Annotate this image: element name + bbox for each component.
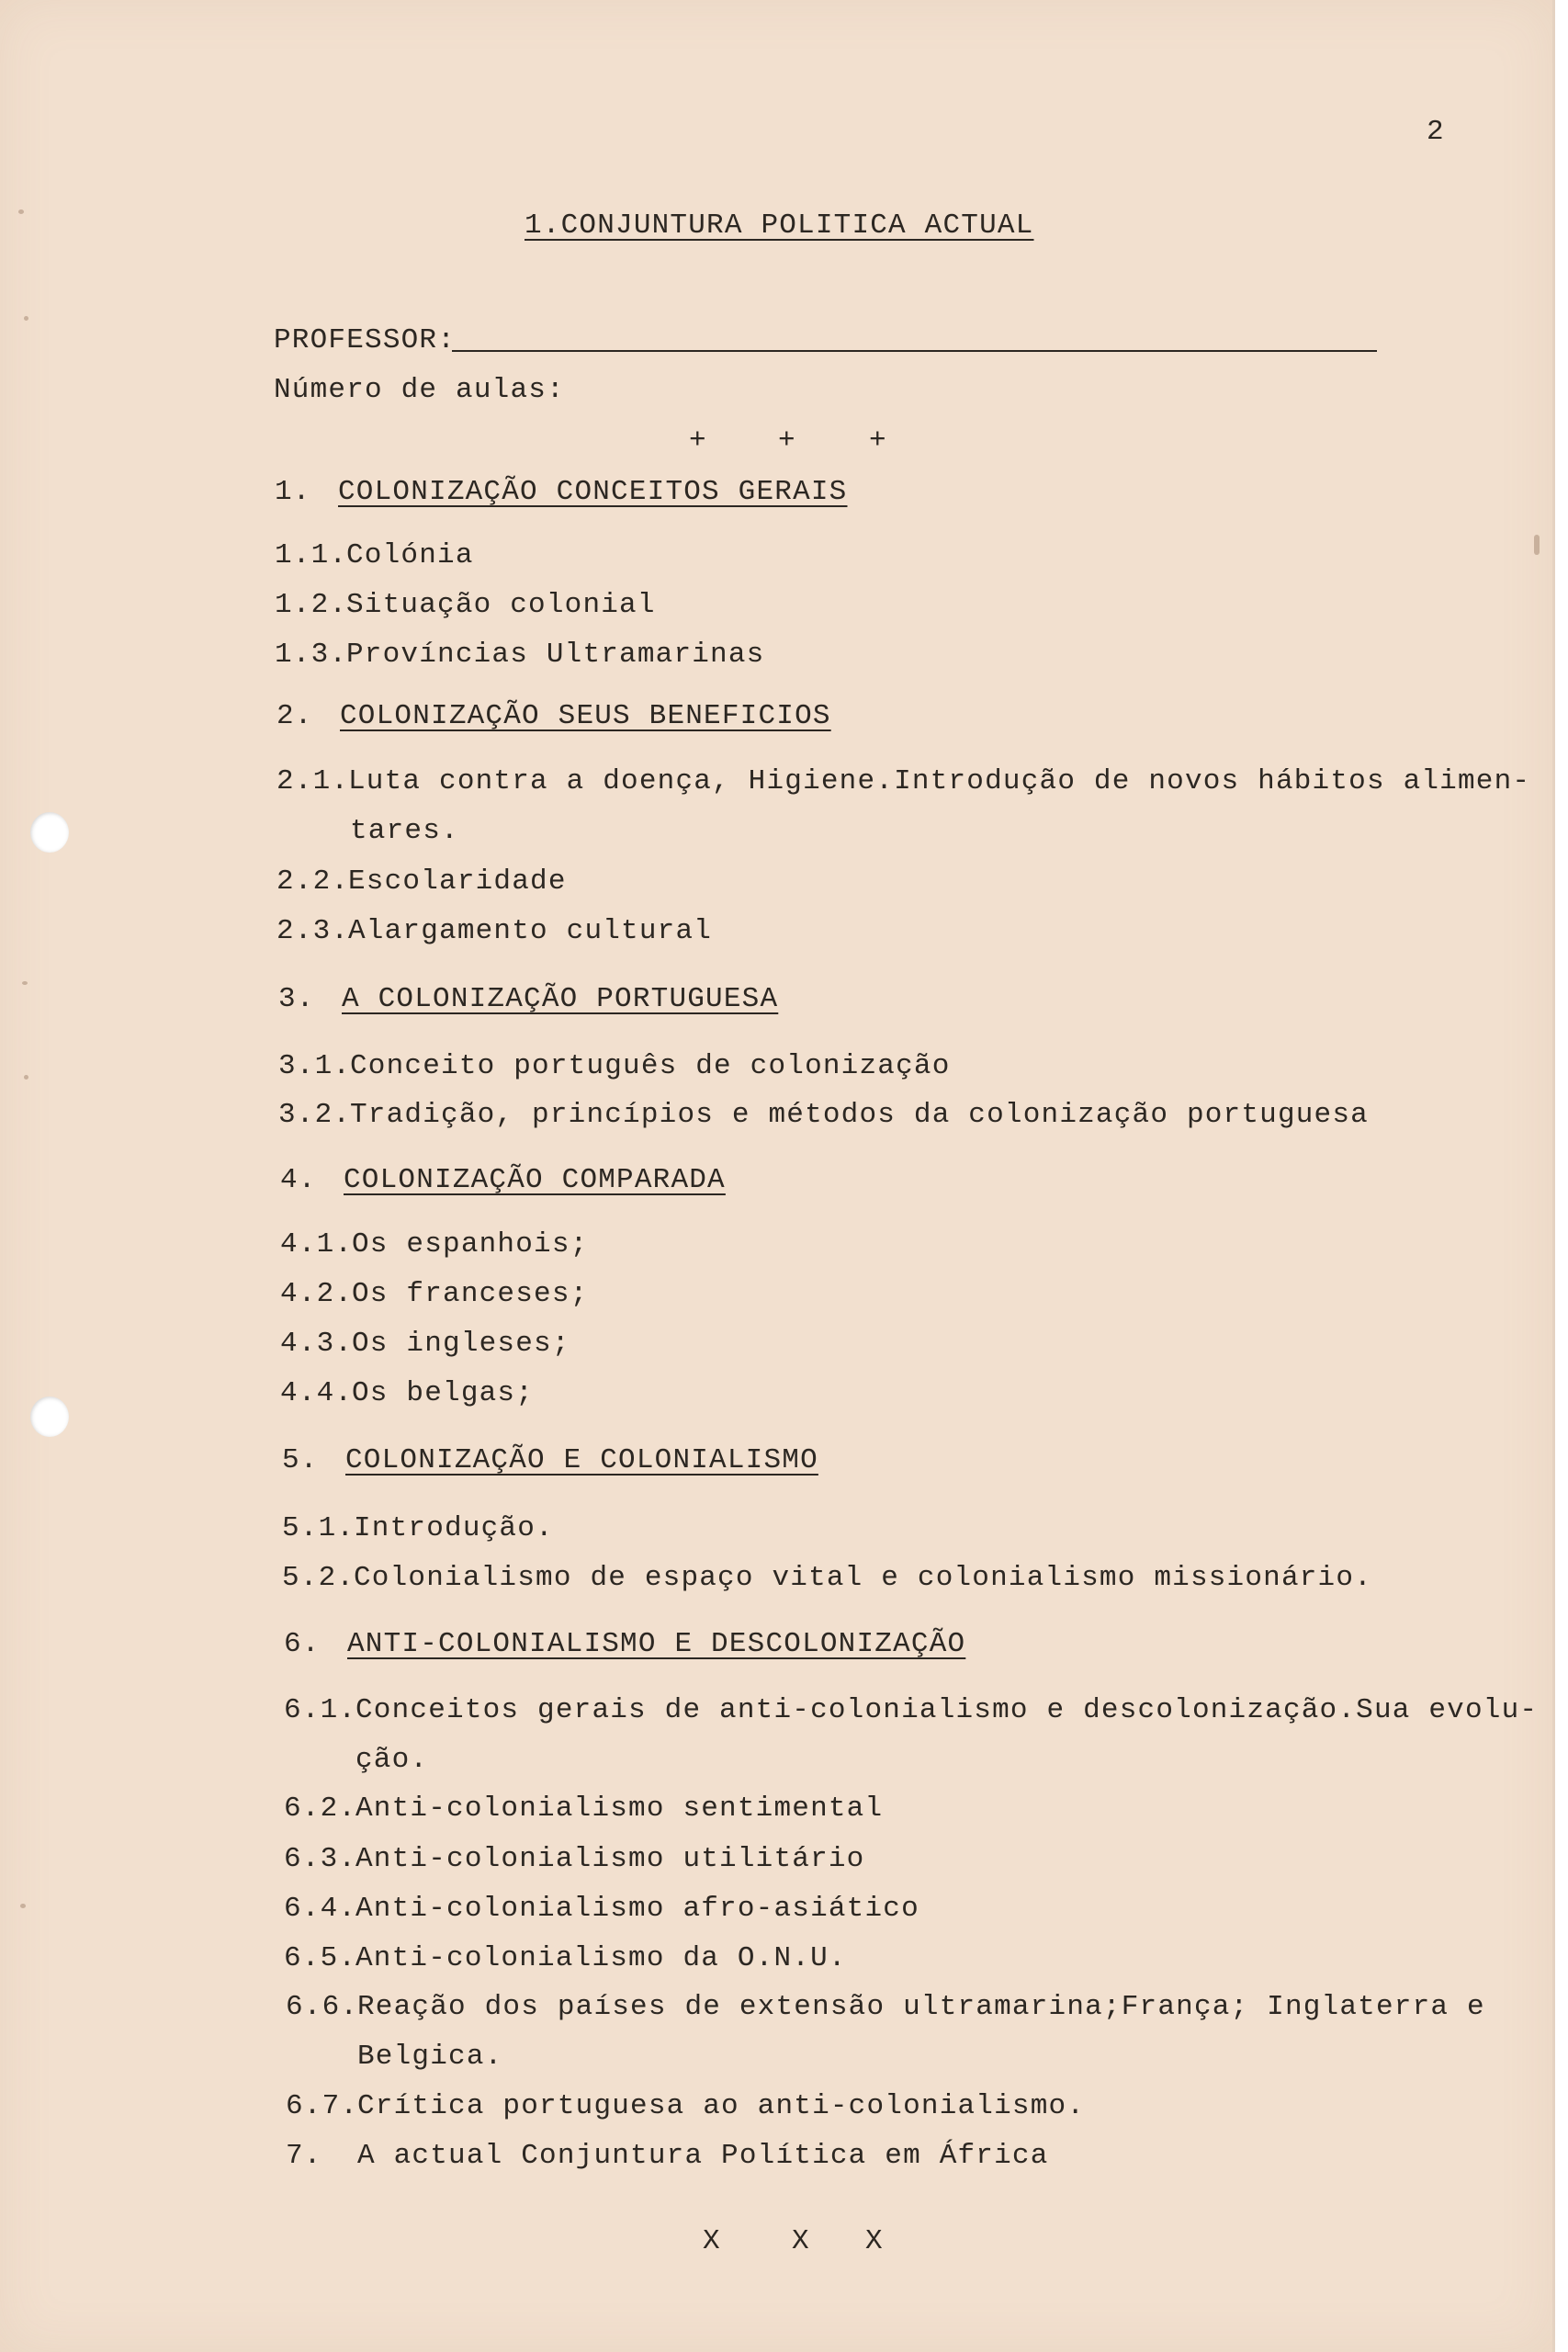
item-number: 6.3.: [284, 1843, 357, 1875]
item-number: 5.2.: [282, 1562, 355, 1594]
section-number: 1.: [275, 476, 311, 508]
outline-item-text: Escolaridade: [348, 865, 567, 898]
section-heading: COLONIZAÇÃO SEUS BENEFICIOS: [340, 700, 831, 732]
item-number: 6.7.: [286, 2090, 359, 2122]
section-number: 2.: [276, 700, 313, 732]
outline-item-text: tares.: [350, 815, 459, 847]
separator-mark: +: [869, 424, 887, 457]
paper-speck: [22, 981, 28, 985]
item-number: 1.1.: [275, 539, 348, 571]
outline-item-text: Anti-colonialismo da O.N.U.: [355, 1942, 847, 1974]
lessons-count-label: Número de aulas:: [274, 374, 565, 406]
outline-item-text: Anti-colonialismo utilitário: [355, 1843, 865, 1875]
section-heading: COLONIZAÇÃO CONCEITOS GERAIS: [338, 476, 848, 508]
punch-hole: [30, 812, 69, 853]
outline-item-text: Belgica.: [357, 2041, 503, 2073]
outline-item-text: Introdução.: [354, 1512, 554, 1544]
outline-item-text: Os ingleses;: [352, 1328, 570, 1360]
item-number: 2.1.: [276, 765, 350, 797]
professor-label: PROFESSOR:: [274, 324, 457, 356]
section-number: 4.: [280, 1164, 317, 1196]
section-number: 6.: [284, 1628, 321, 1660]
item-number: 6.4.: [284, 1893, 357, 1925]
item-number: 1.2.: [275, 589, 348, 621]
item-number: 3.1.: [278, 1050, 352, 1082]
paper-speck: [18, 209, 24, 214]
item-number: 4.4.: [280, 1377, 354, 1409]
outline-item-text: Os espanhois;: [352, 1228, 589, 1261]
item-number: 4.3.: [280, 1328, 354, 1360]
outline-item-text: A actual Conjuntura Política em África: [357, 2140, 1049, 2172]
paper-speck: [24, 1075, 28, 1080]
item-number: 4.2.: [280, 1278, 354, 1310]
separator-mark: X: [792, 2225, 810, 2257]
outline-item-text: Tradição, princípios e métodos da colonização portuguesa: [350, 1099, 1369, 1131]
item-number: 2.3.: [276, 915, 350, 947]
outline-item-text: Crítica portuguesa ao anti-colonialismo.: [357, 2090, 1086, 2122]
outline-item-text: Anti-colonialismo sentimental: [355, 1792, 884, 1825]
item-number: 6.5.: [284, 1942, 357, 1974]
separator-mark: +: [778, 424, 796, 457]
outline-item-text: Províncias Ultramarinas: [346, 639, 765, 671]
section-heading: ANTI-COLONIALISMO E DESCOLONIZAÇÃO: [347, 1628, 966, 1660]
outline-item-text: Conceito português de colonização: [350, 1050, 951, 1082]
section-number: 5.: [282, 1444, 319, 1476]
item-number: 6.6.: [286, 1991, 359, 2023]
item-number: 2.2.: [276, 865, 350, 898]
outline-item-text: Situação colonial: [346, 589, 656, 621]
section-number: 3.: [278, 983, 315, 1015]
item-number: 4.1.: [280, 1228, 354, 1261]
outline-item-text: Luta contra a doença, Higiene.Introdução de novos hábitos alimen-: [348, 765, 1531, 797]
outline-item-text: Colonialismo de espaço vital e colonialismo missionário.: [354, 1562, 1372, 1594]
outline-item-text: Conceitos gerais de anti-colonialismo e descolonização.Sua evolu-: [355, 1694, 1539, 1726]
outline-item-text: Alargamento cultural: [348, 915, 713, 947]
outline-item-text: Colónia: [346, 539, 474, 571]
separator-mark: +: [689, 424, 707, 457]
professor-signature-line: [452, 350, 1377, 352]
item-number: 5.1.: [282, 1512, 355, 1544]
item-number: 7.: [286, 2140, 322, 2172]
section-heading: COLONIZAÇÃO COMPARADA: [344, 1164, 726, 1196]
outline-item-text: Anti-colonialismo afro-asiático: [355, 1893, 919, 1925]
item-number: 6.1.: [284, 1694, 357, 1726]
document-title: 1.CONJUNTURA POLITICA ACTUAL: [525, 209, 1034, 242]
paper-speck: [24, 316, 28, 321]
item-number: 6.2.: [284, 1792, 357, 1825]
outline-item-text: Os belgas;: [352, 1377, 535, 1409]
separator-mark: X: [703, 2225, 721, 2257]
outline-item-text: Reação dos países de extensão ultramarina;França; Inglaterra e: [357, 1991, 1485, 2023]
separator-mark: X: [865, 2225, 884, 2257]
item-number: 1.3.: [275, 639, 348, 671]
section-heading: COLONIZAÇÃO E COLONIALISMO: [345, 1444, 818, 1476]
paper-speck: [20, 1904, 26, 1908]
paper-speck: [1534, 535, 1540, 555]
section-heading: A COLONIZAÇÃO PORTUGUESA: [342, 983, 779, 1015]
page-number: 2: [1427, 116, 1445, 148]
outline-item-text: Os franceses;: [352, 1278, 589, 1310]
outline-item-text: ção.: [355, 1744, 429, 1776]
item-number: 3.2.: [278, 1099, 352, 1131]
punch-hole: [30, 1396, 69, 1437]
